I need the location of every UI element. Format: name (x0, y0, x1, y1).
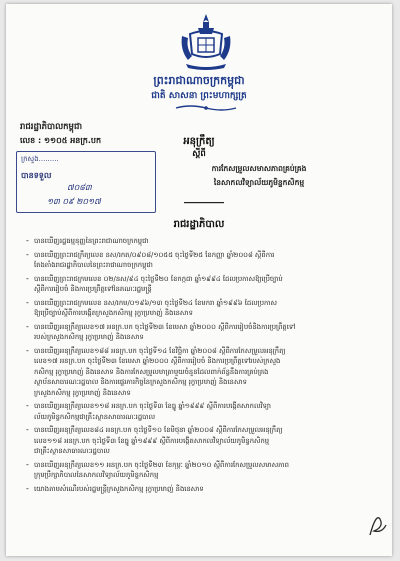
preamble-item-line: - បានឃើញព្រះរាជក្រមលេខ ០២/នស/៩៤ ចុះថ្ងៃទី២០ ខែកក្កដា ឆ្នាំ១៩៩៤ ដែលប្រកាសឱ្យប្រើច្បាប់ (34, 274, 283, 283)
preamble-item-line: ជាគ្រឹះស្ថានសាធារណៈរដ្ឋបាល (34, 447, 110, 455)
preamble-item-line: កសិកម្ម រុក្ខាប្រមាញ់ និងនេសាទ និងការកែសម្រួលមាត្រាមួយចំនួនដែលពាក់ព័ន្ធនឹងការគ្រប់គ្រង (34, 367, 269, 376)
preamble-item (26, 274, 366, 295)
preamble-item-line: ល័យភូមិន្ទកសិកម្មជាគ្រឹះស្ថានសាធារណៈរដ្ឋបាល (34, 412, 156, 421)
section-divider-icon (184, 201, 224, 204)
issuing-authority: រាជរដ្ឋាភិបាលកម្ពុជា (20, 122, 83, 132)
preamble-item-line: ស្ថាប័នសាធារណៈរដ្ឋបាល និងការផ្ទេរភារកិច្ចនៃក្រសួងកសិកម្ម រុក្ខាប្រមាញ់ និងនេសាទ (34, 378, 247, 386)
document-type: អនុក្រឹត្យ (183, 136, 215, 147)
preamble-item (26, 425, 366, 457)
signature-mark-icon (366, 509, 388, 539)
document-subject: ការកែសម្រួលសមាសភាពគ្រប់គ្រង (211, 164, 307, 173)
royal-emblem-icon (176, 10, 236, 72)
preamble-item-line: - យោងតាមសំណើរបស់រដ្ឋមន្ត្រីក្រសួងកសិកម្ម រុក្ខាប្រមាញ់ និងនេសាទ (34, 484, 204, 493)
preamble-item (26, 298, 366, 319)
preamble-item (26, 236, 366, 247)
document-title-line: នៃសាកលវិទ្យាល័យភូមិន្ទកសិកម្ម (213, 178, 305, 187)
preamble-item-line: ក្រុមប្រឹក្សាភិបាលនៃសាកលវិទ្យាល័យភូមិន្ទកសិកម្ម (34, 471, 159, 479)
preamble-item-line: - បានឃើញអនុក្រឹត្យលេខ១១៨ អនក្រ.បក ចុះថ្ងៃទី៣ ខែធ្នូ ឆ្នាំ១៩៩៩ ស្ដីពីការបង្កើតសាកលវិទ្យា (34, 402, 272, 410)
kingdom-title: ព្រះរាជាណាចក្រកម្ពុជា (153, 74, 245, 87)
stamp-date-value: ១៣ ០៩ ២០១៧ (47, 197, 101, 206)
preamble-item-line: - បានឃើញអនុក្រឹត្យលេខ១៧ អនក្រ.បក ចុះថ្ងៃទី២៣ ខែមេសា ឆ្នាំ២០០០ ស្ដីពីការរៀបចំនិងការប្រព្រឹត្តទៅ (34, 322, 296, 331)
preamble-item-line: - បានឃើញអនុក្រឹត្យលេខ១៨៨ អនក្រ.បក ចុះថ្ងៃទី១៤ ខែវិច្ឆិកា ឆ្នាំ២០០៨ ស្ដីពីការកែសម្រួលអនុក្រឹត្យ (34, 346, 286, 355)
preamble-item-line: ស្ដីពីការរៀបចំ និងការប្រព្រឹត្តទៅនៃគណៈរដ្ឋមន្ត្រី (34, 285, 152, 293)
preamble-item (26, 250, 366, 271)
stamp-number-value: ៧០៨៣ (67, 183, 92, 192)
preamble-item-line: - បានឃើញព្រះរាជក្រឹត្យលេខ នស/រកត/០៩០៨/១០៥៥ ចុះថ្ងៃទី២៥ ខែកញ្ញា ឆ្នាំ២០០៨ ស្ដីពីការ (34, 250, 275, 259)
preamble-item-line: - បានឃើញព្រះរាជក្រមលេខ នស/រកម/០១៩៦/១៣ ចុះថ្ងៃទី២៤ ខែមករា ឆ្នាំ១៩៩៦ ដែលប្រកាស (34, 298, 277, 307)
preamble-item-line: - បានឃើញរដ្ឋធម្មនុញ្ញនៃព្រះរាជាណាចក្រកម្ពុជា (34, 237, 149, 245)
preamble-item-line: តែងតាំងរាជរដ្ឋាភិបាលនៃព្រះរាជាណាចក្រកម្ពុជា (34, 261, 153, 269)
government-heading: រាជរដ្ឋាភិបាល (173, 219, 225, 230)
reference-number: លេខ : ១១០៥ អនក្រ.បក (20, 136, 102, 145)
preamble-item-line: ក្រសួងកសិកម្ម រុក្ខាប្រមាញ់ និងនេសាទ (34, 388, 131, 397)
preamble-item (26, 460, 366, 481)
preamble-item (26, 484, 366, 495)
preamble-item-line: - បានឃើញអនុក្រឹត្យលេខ៨៤ អនក្រ.បក ចុះថ្ងៃទី១០ ខែមិថុនា ឆ្នាំ២០០៨ ស្ដីពីការកែសម្រួលអនុក្រឹត្យ (34, 426, 283, 434)
preamble-list (26, 236, 366, 497)
preamble-item-line: របស់ក្រសួងកសិកម្ម រុក្ខាប្រមាញ់ និងនេសាទ (34, 333, 144, 341)
preamble-item-line: លេខ១៧ អនក្រ.បក ចុះថ្ងៃទី២៣ ខែមេសា ឆ្នាំ២០០០ ស្ដីពីការរៀបចំ និងការប្រព្រឹត្តទៅរបស់ក្រសួង (34, 357, 281, 365)
document-about: ស្ដីពី (192, 149, 206, 159)
stamp-ministry-line: ក្រសួង......... (21, 155, 59, 163)
national-motto: ជាតិ សាសនា ព្រះមហាក្សត្រ (151, 91, 247, 101)
preamble-item-line: ឱ្យប្រើច្បាប់ស្ដីពីការបង្កើតក្រសួងកសិកម្ម រុក្ខាប្រមាញ់ និងនេសាទ (34, 309, 193, 317)
ornament-divider-icon (174, 104, 238, 112)
preamble-item (26, 346, 366, 399)
preamble-item (26, 322, 366, 343)
document-page (6, 4, 392, 556)
stamp-received-label: បានទទួល (21, 171, 52, 180)
preamble-item-line: លេខ១១៨ អនក្រ.បក ចុះថ្ងៃទី៣ ខែធ្នូ ឆ្នាំ១៩៩៩ ស្ដីពីការបង្កើតសាកលវិទ្យាល័យភូមិន្ទកសិកម្ម (34, 436, 270, 445)
preamble-item-line: - បានឃើញអនុក្រឹត្យលេខ១១ អនក្រ.បក ចុះថ្ងៃទី២៣ ខែកុម្ភៈ ឆ្នាំ២០១០ ស្ដីពីការកែសម្រួលសមាសភាព (34, 460, 289, 469)
preamble-item (26, 401, 366, 422)
